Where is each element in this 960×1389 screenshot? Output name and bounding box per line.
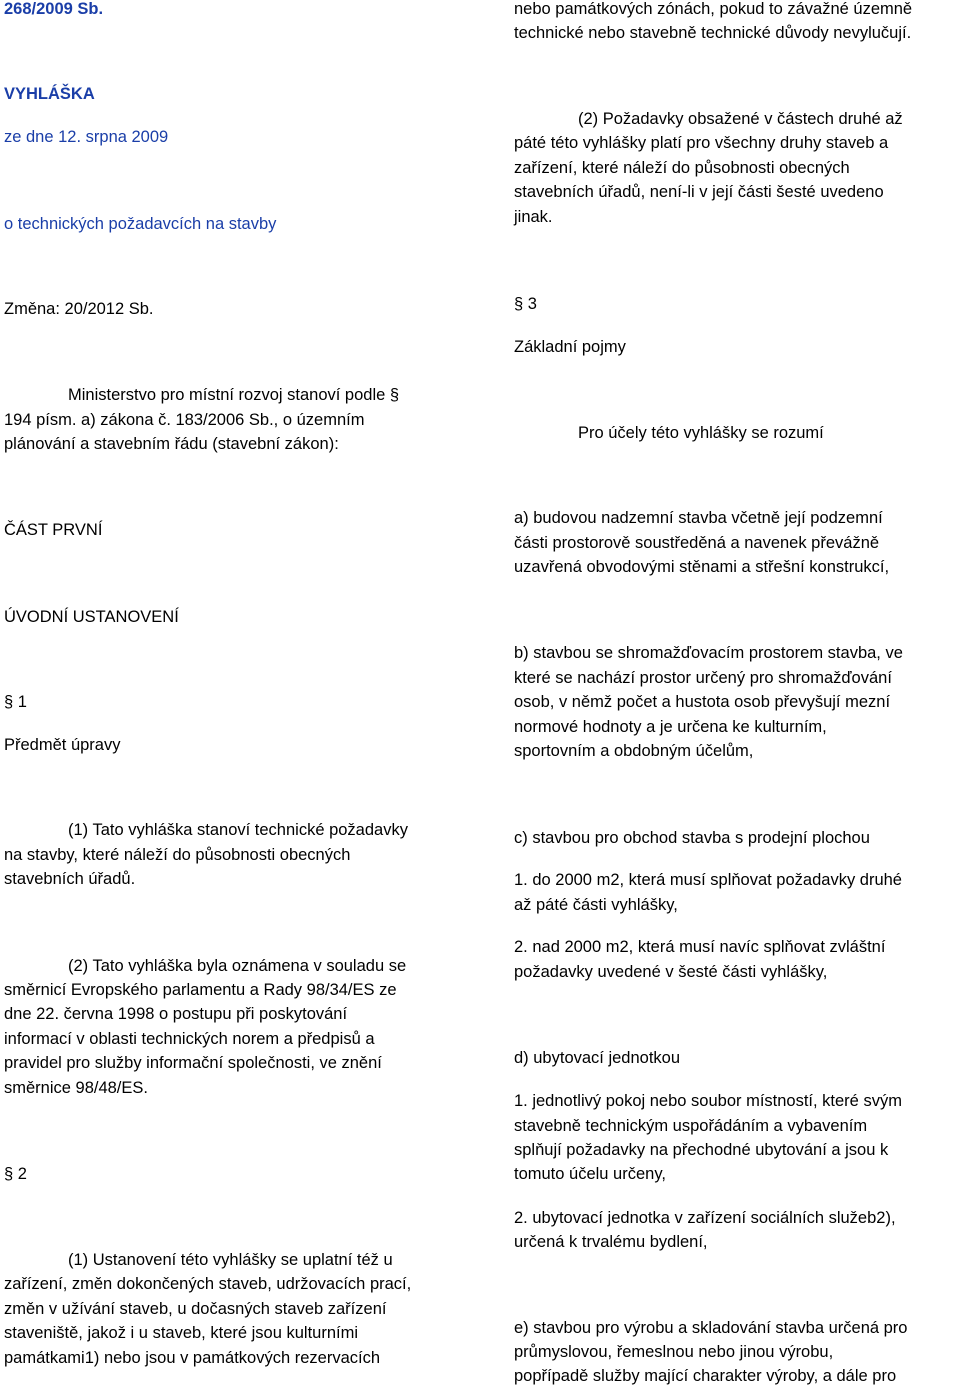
paragraph-line: směrnicí Evropského parlamentu a Rady 98/34/ES ze	[4, 981, 397, 999]
definition-line: a) budovou nadzemní stavba včetně její podzemní	[514, 509, 883, 527]
title-date[interactable]: ze dne 12. srpna 2009	[4, 128, 169, 146]
paragraph-line: na stavby, které náleží do působnosti obecných	[4, 846, 351, 864]
definition-line: požadavky uvedené v šesté části vyhlášky,	[514, 963, 828, 981]
paragraph-line: páté této vyhlášky platí pro všechny druhy staveb a	[514, 134, 889, 152]
section-title: Základní pojmy	[514, 338, 626, 356]
definition-line: které se nachází prostor určený pro shromažďování	[514, 669, 892, 687]
paragraph-line: staveniště, jakož i u staveb, které jsou kulturními	[4, 1324, 358, 1342]
paragraph-line: pravidel pro služby informační společnosti, ve znění	[4, 1054, 382, 1072]
definition-line: stavebně technickým uspořádáním a vybavením	[514, 1117, 868, 1135]
paragraph-line: směrnice 98/48/ES.	[4, 1079, 148, 1097]
paragraph-line: technické nebo stavebně technické důvody nevylučují.	[514, 24, 912, 42]
paragraph-line: stavebních úřadů, není-li v její části šesté uvedeno	[514, 183, 884, 201]
paragraph-line: (2) Tato vyhláška byla oznámena v souladu se	[68, 957, 407, 975]
definition-line: 2. nad 2000 m2, která musí navíc splňovat zvláštní	[514, 938, 886, 956]
part-title: ČÁST PRVNÍ	[4, 521, 103, 539]
definition-line: d) ubytovací jednotkou	[514, 1049, 681, 1067]
paragraph-line: památkami1) nebo jsou v památkových rezervacích	[4, 1349, 381, 1367]
definition-line: části prostorově soustředěná a navenek převážně	[514, 534, 880, 552]
definition-line: e) stavbou pro výrobu a skladování stavba určená pro	[514, 1319, 908, 1337]
title-vyhlaska[interactable]: VYHLÁŠKA	[4, 85, 95, 103]
header-link[interactable]: 268/2009 Sb.	[4, 0, 104, 18]
definition-line: osob, v němž počet a hustota osob převyšují mezní	[514, 693, 891, 711]
section-number: § 1	[4, 693, 27, 711]
paragraph-line: zařízení, změn dokončených staveb, udržovacích prací,	[4, 1275, 412, 1293]
paragraph-line: (1) Tato vyhláška stanoví technické požadavky	[68, 821, 408, 839]
definition-line: 2. ubytovací jednotka v zařízení sociálních služeb2),	[514, 1209, 896, 1227]
definition-line: určená k trvalému bydlení,	[514, 1233, 708, 1251]
definition-line: normové hodnoty a je určena ke kulturním,	[514, 718, 827, 736]
paragraph-line: nebo památkových zónách, pokud to závažné územně	[514, 0, 913, 18]
definition-line: tomuto účelu určeny,	[514, 1165, 666, 1183]
definition-line: b) stavbou se shromažďovacím prostorem stavba, ve	[514, 644, 903, 662]
paragraph-line: zařízení, které náleží do působnosti obecných	[514, 159, 850, 177]
part-subtitle: ÚVODNÍ USTANOVENÍ	[4, 608, 179, 626]
paragraph-line: stavebních úřadů.	[4, 870, 136, 888]
section-number: § 2	[4, 1165, 27, 1183]
section-number: § 3	[514, 295, 537, 313]
preamble-line: plánování a stavebním řádu (stavební zákon):	[4, 435, 339, 453]
definition-line: 1. do 2000 m2, která musí splňovat požadavky druhé	[514, 871, 902, 889]
definition-line: až páté části vyhlášky,	[514, 896, 678, 914]
definition-line: splňují požadavky na přechodné ubytování a jsou k	[514, 1141, 889, 1159]
definition-line: popřípadě služby mající charakter výroby, a dále pro	[514, 1367, 897, 1385]
section-intro: Pro účely této vyhlášky se rozumí	[578, 424, 824, 442]
preamble-line: 194 písm. a) zákona č. 183/2006 Sb., o územním	[4, 411, 365, 429]
preamble-line: Ministerstvo pro místní rozvoj stanoví podle §	[68, 386, 400, 404]
paragraph-line: informací v oblasti technických norem a předpisů a	[4, 1030, 375, 1048]
definition-line: sportovním a obdobným účelům,	[514, 742, 754, 760]
change-note: Změna: 20/2012 Sb.	[4, 300, 154, 318]
paragraph-line: dne 22. června 1998 o postupu při poskytování	[4, 1005, 348, 1023]
definition-line: c) stavbou pro obchod stavba s prodejní plochou	[514, 829, 870, 847]
paragraph-line: jinak.	[514, 208, 553, 226]
definition-line: průmyslovou, řemeslnou nebo jinou výrobu,	[514, 1343, 834, 1361]
definition-line: uzavřená obvodovými stěnami a střešní konstrukcí,	[514, 558, 890, 576]
section-title: Předmět úpravy	[4, 736, 121, 754]
paragraph-line: (1) Ustanovení této vyhlášky se uplatní též u	[68, 1251, 393, 1269]
paragraph-line: změn v užívání staveb, u dočasných staveb zařízení	[4, 1300, 387, 1318]
definition-line: 1. jednotlivý pokoj nebo soubor místností, které svým	[514, 1092, 902, 1110]
paragraph-line: (2) Požadavky obsažené v částech druhé až	[578, 110, 903, 128]
title-subject[interactable]: o technických požadavcích na stavby	[4, 215, 277, 233]
